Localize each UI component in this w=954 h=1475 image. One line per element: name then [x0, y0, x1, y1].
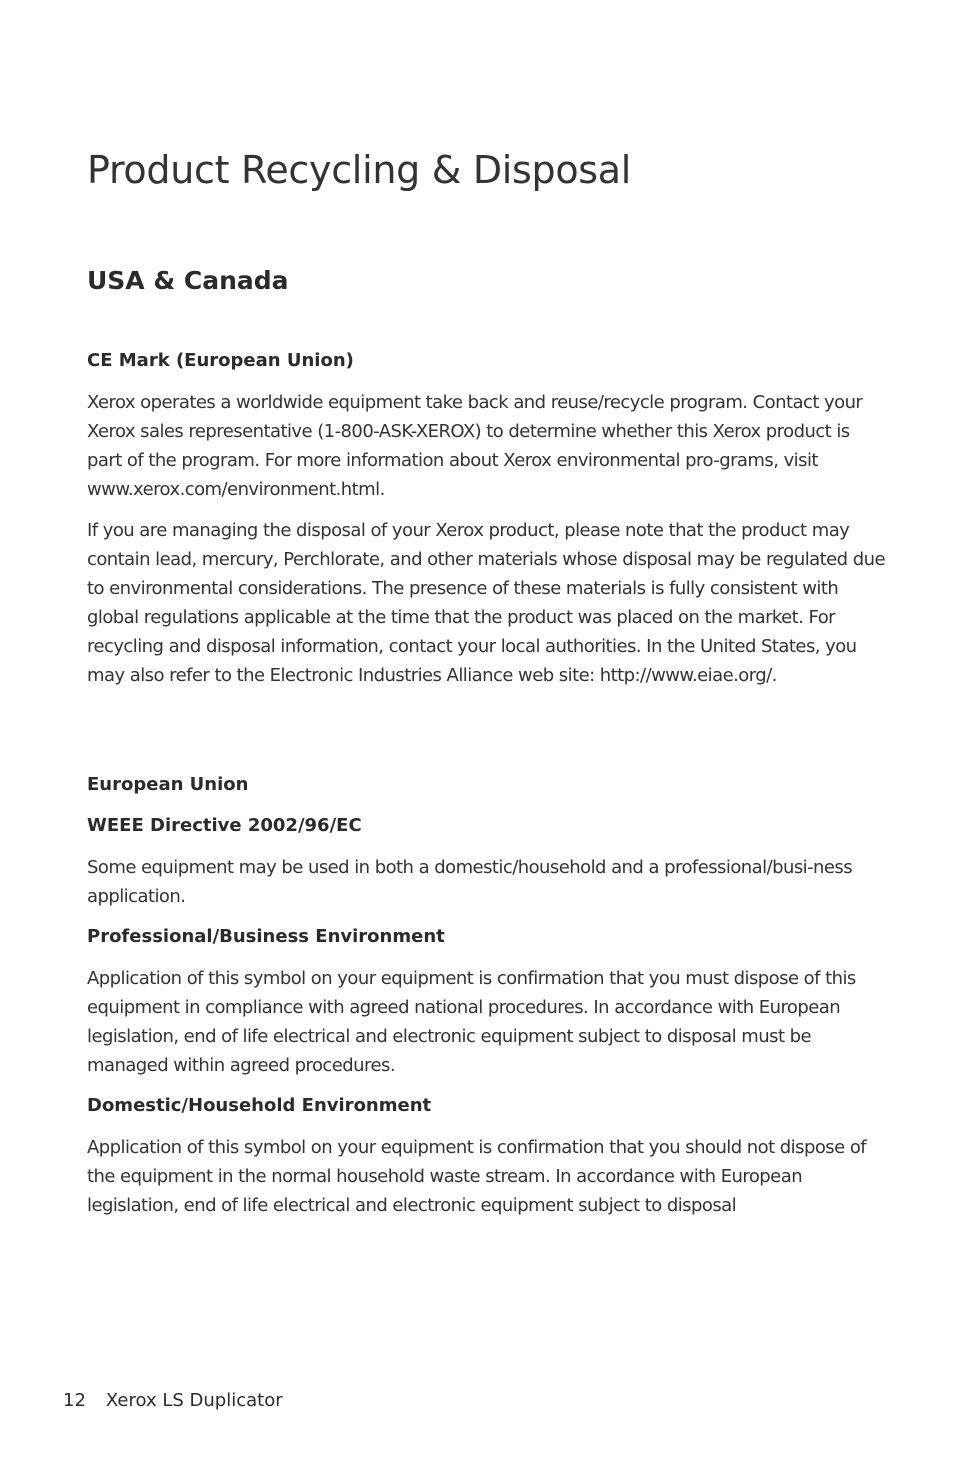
ce-mark-section [87, 347, 887, 690]
european-union-heading: European Union [87, 774, 249, 795]
section-heading-usa-canada: USA & Canada [87, 266, 289, 295]
ce-mark-paragraph-1: Xerox operates a worldwide equipment take back and reuse/recycle program. Contact your Xerox sales representative (1-800-ASK-XEROX) to determine whether this Xerox product is part of the program. For more information about Xerox environmental pro-grams, visit www.xerox.com/environment.html. [87, 392, 863, 500]
professional-environment-heading: Professional/Business Environment [87, 926, 445, 947]
footer-product-name: Xerox LS Duplicator [105, 1390, 283, 1411]
ce-mark-paragraph-2: If you are managing the disposal of your Xerox product, please note that the product may contain lead, mercury, Perchlorate, and other materials whose disposal may be regulated due to environmental considerations. The presence of these materials is fully consistent with global regulations applicable at the time that the product was placed on the market. For recycling and disposal information, contact your local authorities. In the United States, you may also refer to the Electronic Industries Alliance web site: http://www.eiae.org/. [87, 520, 885, 686]
european-union-section [87, 771, 887, 1220]
page-number: 12 [63, 1390, 86, 1411]
page-footer [63, 1389, 283, 1413]
weee-intro-paragraph: Some equipment may be used in both a domestic/household and a professional/busi-ness application. [87, 857, 853, 907]
domestic-environment-paragraph: Application of this symbol on your equipment is confirmation that you should not dispose of the equipment in the normal household waste stream. In accordance with European legislation, end of life electrical and electronic equipment subject to disposal [87, 1137, 867, 1216]
domestic-environment-heading: Domestic/Household Environment [87, 1095, 432, 1116]
ce-mark-heading: CE Mark (European Union) [87, 350, 354, 371]
page-title: Product Recycling & Disposal [87, 148, 632, 192]
weee-directive-heading: WEEE Directive 2002/96/EC [87, 815, 362, 836]
professional-environment-paragraph: Application of this symbol on your equipment is confirmation that you must dispose of this equipment in compliance with agreed national procedures. In accordance with European legislation, end of life electrical and electronic equipment subject to disposal must be managed within agreed procedures. [87, 968, 856, 1076]
